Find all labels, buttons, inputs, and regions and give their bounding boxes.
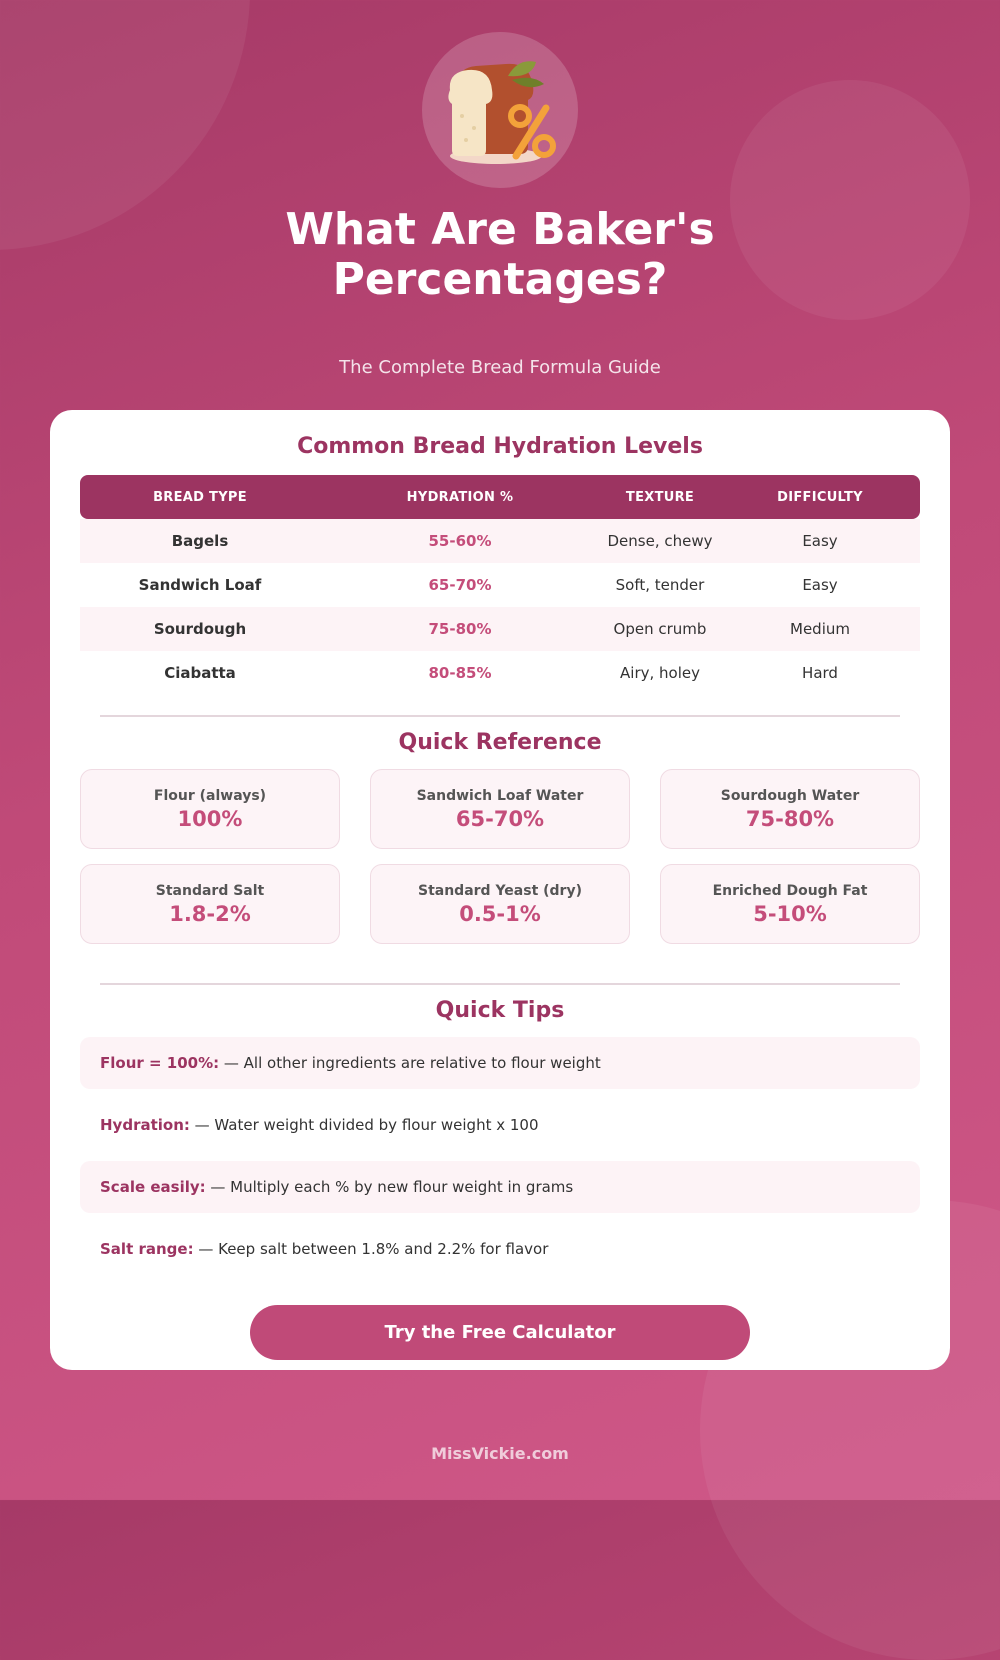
page-subtitle: The Complete Bread Formula Guide [339, 357, 661, 378]
reference-label: Standard Yeast (dry) [417, 883, 582, 899]
tip-key: Hydration: [100, 1116, 190, 1134]
bread-type-cell: Ciabatta [164, 664, 236, 682]
tip-item [80, 1037, 920, 1089]
page-title [0, 205, 1000, 305]
difficulty-cell: Easy [802, 576, 838, 594]
tip-key: Flour = 100%: [100, 1054, 220, 1072]
tips-section-title: Quick Tips [435, 998, 565, 1023]
reference-label: Sourdough Water [720, 788, 860, 804]
bread-type-cell: Sourdough [153, 620, 247, 638]
table-row [80, 563, 920, 607]
hydration-section-title: Common Bread Hydration Levels [297, 434, 703, 459]
reference-value: 65-70% [455, 807, 545, 831]
tip-item [80, 1223, 920, 1275]
column-header: HYDRATION % [406, 489, 514, 505]
reference-value: 5-10% [753, 902, 827, 926]
content-card [50, 410, 950, 1370]
texture-cell: Soft, tender [615, 576, 705, 594]
reference-label: Enriched Dough Fat [712, 883, 868, 899]
table-row [80, 519, 920, 563]
tip-key: Scale easily: [100, 1178, 206, 1196]
table-row [80, 607, 920, 651]
hydration-cell: 80-85% [428, 664, 492, 682]
section-divider [100, 715, 900, 717]
tip-text: — Multiply each % by new flour weight in grams [205, 1178, 574, 1196]
texture-cell: Open crumb [613, 620, 707, 638]
table-header [80, 475, 920, 519]
reference-section-title: Quick Reference [398, 730, 602, 755]
logo-badge [422, 32, 578, 188]
tip-text: — Keep salt between 1.8% and 2.2% for flavor [193, 1240, 549, 1258]
texture-cell: Dense, chewy [607, 532, 713, 550]
reference-value: 100% [177, 807, 243, 831]
difficulty-cell: Easy [802, 532, 838, 550]
bread-type-cell: Bagels [171, 532, 229, 550]
column-header: DIFFICULTY [777, 489, 863, 505]
reference-card [660, 769, 920, 849]
tip-item [80, 1099, 920, 1151]
hydration-cell: 55-60% [428, 532, 492, 550]
hydration-cell: 75-80% [428, 620, 492, 638]
section-divider [100, 983, 900, 985]
tip-key: Salt range: [100, 1240, 194, 1258]
reference-value: 75-80% [745, 807, 835, 831]
reference-card [80, 769, 340, 849]
try-calculator-button[interactable]: Try the Free Calculator [250, 1305, 750, 1360]
reference-label: Flour (always) [153, 788, 267, 804]
title-line: Percentages? [332, 254, 668, 305]
difficulty-cell: Medium [790, 620, 850, 638]
tip-text: — Water weight divided by flour weight x 100 [189, 1116, 539, 1134]
hydration-table [80, 475, 920, 695]
reference-card [660, 864, 920, 944]
column-header: BREAD TYPE [153, 489, 247, 505]
reference-value: 0.5-1% [459, 902, 541, 926]
reference-label: Sandwich Loaf Water [416, 788, 584, 804]
table-row [80, 651, 920, 695]
bread-type-cell: Sandwich Loaf [138, 576, 262, 594]
texture-cell: Airy, holey [620, 664, 700, 682]
tip-text: — All other ingredients are relative to flour weight [219, 1054, 601, 1072]
reference-value: 1.8-2% [169, 902, 251, 926]
reference-card [370, 769, 630, 849]
column-header: TEXTURE [625, 489, 695, 505]
reference-card [370, 864, 630, 944]
hydration-cell: 65-70% [428, 576, 492, 594]
difficulty-cell: Hard [802, 664, 838, 682]
bread-percent-icon [436, 46, 564, 174]
tip-item [80, 1161, 920, 1213]
reference-card [80, 864, 340, 944]
footer-site-link[interactable]: MissVickie.com [431, 1444, 569, 1463]
reference-label: Standard Salt [155, 883, 265, 899]
title-line: What Are Baker's [285, 204, 715, 255]
